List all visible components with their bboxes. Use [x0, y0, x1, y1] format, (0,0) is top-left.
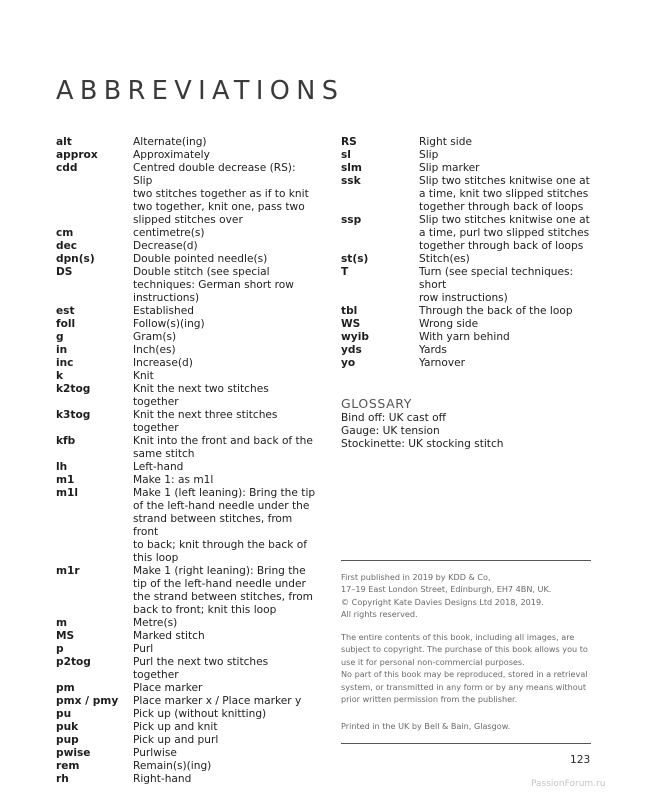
- abbreviation-definition: centimetre(s): [133, 227, 205, 239]
- abbreviation-row: [341, 357, 601, 370]
- abbreviation-list-right: [341, 136, 601, 370]
- abbreviation-definition: Decrease(d): [133, 240, 198, 252]
- abbreviation-definition: Established: [133, 305, 194, 317]
- abbreviation-row: [56, 331, 316, 344]
- abbreviation-row: [56, 318, 316, 331]
- abbreviation-row: [56, 760, 316, 773]
- abbreviation-definition: Alternate(ing): [133, 136, 207, 148]
- imprint-line: 17–19 East London Street, Edinburgh, EH7 4BN, UK.: [341, 584, 552, 595]
- abbreviation-term: slm: [341, 162, 362, 174]
- abbreviation-row: [341, 331, 601, 344]
- abbreviation-term: inc: [56, 357, 74, 369]
- abbreviation-term: approx: [56, 149, 98, 161]
- abbreviation-row: [56, 227, 316, 240]
- abbreviation-definition: With yarn behind: [419, 331, 510, 343]
- watermark: PassionForum.ru: [531, 779, 606, 789]
- copyright-notice: [341, 631, 601, 705]
- imprint-line: prior written permission from the publisher.: [341, 694, 518, 705]
- abbreviation-term: pu: [56, 708, 72, 720]
- abbreviation-term: WS: [341, 318, 361, 330]
- abbreviation-row: [56, 357, 316, 370]
- abbreviation-row: [341, 253, 601, 266]
- abbreviation-term: p: [56, 643, 64, 655]
- abbreviation-row: [341, 344, 601, 357]
- abbreviation-row: [56, 721, 316, 734]
- imprint-line: system, or transmitted in any form or by any means without: [341, 681, 587, 692]
- abbreviation-term: MS: [56, 630, 75, 642]
- abbreviation-term: g: [56, 331, 64, 343]
- abbreviation-definition: Slip marker: [419, 162, 480, 174]
- publication-info: [341, 571, 601, 621]
- abbreviation-definition: Centred double decrease (RS): Slip two stitches together as if to knit two together, knit one, pass two slipped stitches over: [133, 162, 309, 226]
- abbreviation-term: wyib: [341, 331, 369, 343]
- glossary-section: [341, 396, 601, 451]
- abbreviation-term: tbl: [341, 305, 358, 317]
- abbreviation-term: foll: [56, 318, 76, 330]
- abbreviation-term: st(s): [341, 253, 369, 265]
- abbreviation-row: [56, 487, 316, 565]
- abbreviation-definition: Make 1 (right leaning): Bring the tip of the left-hand needle under the strand between stitches, from back to front; knit this loop: [133, 565, 313, 616]
- abbreviation-term: k: [56, 370, 64, 382]
- abbreviation-row: [341, 266, 601, 305]
- abbreviation-term: in: [56, 344, 68, 356]
- abbreviation-term: p2tog: [56, 656, 91, 668]
- abbreviation-definition: Metre(s): [133, 617, 178, 629]
- abbreviation-row: [56, 435, 316, 461]
- abbreviation-row: [56, 162, 316, 227]
- abbreviation-row: [56, 656, 316, 682]
- abbreviation-row: [56, 695, 316, 708]
- abbreviation-term: m1: [56, 474, 75, 486]
- abbreviation-definition: Through the back of the loop: [419, 305, 573, 317]
- abbreviation-row: [56, 253, 316, 266]
- abbreviation-definition: Purl: [133, 643, 154, 655]
- abbreviation-term: kfb: [56, 435, 76, 447]
- abbreviation-definition: Left-hand: [133, 461, 184, 473]
- abbreviation-term: rh: [56, 773, 69, 785]
- page-title: ABBREVIATIONS: [56, 76, 345, 106]
- abbreviation-definition: Yards: [419, 344, 447, 356]
- abbreviation-term: cm: [56, 227, 74, 239]
- imprint-line: No part of this book may be reproduced, stored in a retrieval: [341, 669, 588, 680]
- abbreviation-definition: Pick up and purl: [133, 734, 219, 746]
- abbreviation-definition: Purl the next two stitches together: [133, 656, 269, 681]
- abbreviation-term: pwise: [56, 747, 91, 759]
- abbreviation-definition: Slip two stitches knitwise one at a time, knit two slipped stitches together through back of loops: [419, 175, 590, 213]
- top-divider: [341, 560, 591, 561]
- imprint-line: © Copyright Kate Davies Designs Ltd 2018, 2019.: [341, 596, 544, 607]
- abbreviation-row: [341, 318, 601, 331]
- glossary-title: GLOSSARY: [341, 396, 413, 411]
- glossary-item: Stockinette: UK stocking stitch: [341, 438, 504, 450]
- abbreviation-definition: Purlwise: [133, 747, 177, 759]
- abbreviation-row: [56, 409, 316, 435]
- abbreviation-term: rem: [56, 760, 80, 772]
- abbreviation-definition: Follow(s)(ing): [133, 318, 205, 330]
- abbreviation-term: m: [56, 617, 68, 629]
- page-number: 123: [570, 754, 591, 766]
- abbreviation-definition: Knit the next three stitches together: [133, 409, 278, 434]
- abbreviation-row: [56, 149, 316, 162]
- abbreviation-row: [341, 162, 601, 175]
- abbreviation-definition: Turn (see special techniques: short row instructions): [419, 266, 574, 304]
- imprint-line: Printed in the UK by Bell & Bain, Glasgow.: [341, 721, 511, 731]
- abbreviation-definition: Place marker: [133, 682, 203, 694]
- abbreviation-row: [341, 175, 601, 214]
- abbreviation-row: [56, 344, 316, 357]
- abbreviation-definition: Right side: [419, 136, 472, 148]
- abbreviation-row: [56, 305, 316, 318]
- abbreviation-row: [56, 708, 316, 721]
- glossary-item: Gauge: UK tension: [341, 425, 440, 437]
- imprint-line: The entire contents of this book, including all images, are: [341, 632, 575, 642]
- abbreviation-row: [56, 773, 316, 786]
- abbreviation-term: lh: [56, 461, 68, 473]
- abbreviation-definition: Yarnover: [419, 357, 466, 369]
- abbreviation-term: alt: [56, 136, 72, 148]
- abbreviation-term: est: [56, 305, 75, 317]
- imprint-line: All rights reserved.: [341, 609, 418, 620]
- abbreviation-definition: Knit the next two stitches together: [133, 383, 269, 408]
- abbreviation-definition: Approximately: [133, 149, 210, 161]
- abbreviation-definition: Stitch(es): [419, 253, 470, 265]
- abbreviation-term: cdd: [56, 162, 78, 174]
- abbreviation-definition: Marked stitch: [133, 630, 205, 642]
- abbreviation-list-left: [56, 136, 316, 786]
- imprint-line: First published in 2019 by KDD & Co,: [341, 572, 491, 582]
- abbreviation-row: [56, 565, 316, 617]
- abbreviation-row: [56, 643, 316, 656]
- abbreviation-definition: Make 1: as m1l: [133, 474, 214, 486]
- imprint-line: use it for personal non-commercial purposes.: [341, 656, 525, 667]
- abbreviation-row: [56, 370, 316, 383]
- abbreviation-definition: Pick up and knit: [133, 721, 218, 733]
- abbreviation-term: pup: [56, 734, 79, 746]
- glossary-item: Bind off: UK cast off: [341, 412, 446, 424]
- abbreviation-row: [56, 136, 316, 149]
- abbreviation-definition: Remain(s)(ing): [133, 760, 212, 772]
- abbreviation-row: [56, 266, 316, 305]
- abbreviation-term: pm: [56, 682, 75, 694]
- abbreviation-definition: Double stitch (see special techniques: German short row instructions): [133, 266, 294, 304]
- abbreviation-term: dpn(s): [56, 253, 95, 265]
- abbreviation-row: [56, 682, 316, 695]
- abbreviation-term: pmx / pmy: [56, 695, 119, 707]
- abbreviation-definition: Inch(es): [133, 344, 176, 356]
- abbreviation-definition: Gram(s): [133, 331, 177, 343]
- abbreviation-term: k2tog: [56, 383, 91, 395]
- abbreviation-row: [56, 240, 316, 253]
- abbreviation-term: sl: [341, 149, 351, 161]
- abbreviation-row: [56, 383, 316, 409]
- abbreviation-term: puk: [56, 721, 79, 733]
- abbreviation-row: [341, 214, 601, 253]
- imprint-line: subject to copyright. The purchase of this book allows you to: [341, 644, 588, 655]
- abbreviation-term: T: [341, 266, 349, 278]
- abbreviation-row: [341, 149, 601, 162]
- abbreviation-term: m1l: [56, 487, 79, 499]
- printer-info: [341, 720, 601, 732]
- abbreviation-definition: Make 1 (left leaning): Bring the tip of the left-hand needle under the strand between stitches, from front to back; knit through the back of this loop: [133, 487, 316, 564]
- abbreviation-definition: Wrong side: [419, 318, 479, 330]
- abbreviation-definition: Place marker x / Place marker y: [133, 695, 302, 707]
- abbreviation-row: [56, 734, 316, 747]
- abbreviation-row: [56, 747, 316, 760]
- abbreviation-term: ssk: [341, 175, 361, 187]
- abbreviation-definition: Right-hand: [133, 773, 192, 785]
- abbreviation-term: RS: [341, 136, 357, 148]
- abbreviation-row: [56, 461, 316, 474]
- bottom-divider: [341, 743, 591, 744]
- abbreviation-definition: Slip: [419, 149, 439, 161]
- abbreviation-term: k3tog: [56, 409, 91, 421]
- abbreviation-term: m1r: [56, 565, 80, 577]
- abbreviation-definition: Knit into the front and back of the same stitch: [133, 435, 313, 460]
- abbreviation-definition: Pick up (without knitting): [133, 708, 267, 720]
- abbreviation-term: yds: [341, 344, 362, 356]
- abbreviation-row: [341, 136, 601, 149]
- abbreviation-definition: Increase(d): [133, 357, 193, 369]
- abbreviation-term: ssp: [341, 214, 362, 226]
- abbreviation-row: [341, 305, 601, 318]
- abbreviation-row: [56, 474, 316, 487]
- abbreviation-definition: Slip two stitches knitwise one at a time, purl two slipped stitches together through back of loops: [419, 214, 590, 252]
- abbreviation-row: [56, 617, 316, 630]
- abbreviation-term: DS: [56, 266, 73, 278]
- abbreviation-row: [56, 630, 316, 643]
- abbreviation-definition: Double pointed needle(s): [133, 253, 268, 265]
- abbreviation-definition: Knit: [133, 370, 154, 382]
- abbreviation-term: yo: [341, 357, 356, 369]
- abbreviation-term: dec: [56, 240, 78, 252]
